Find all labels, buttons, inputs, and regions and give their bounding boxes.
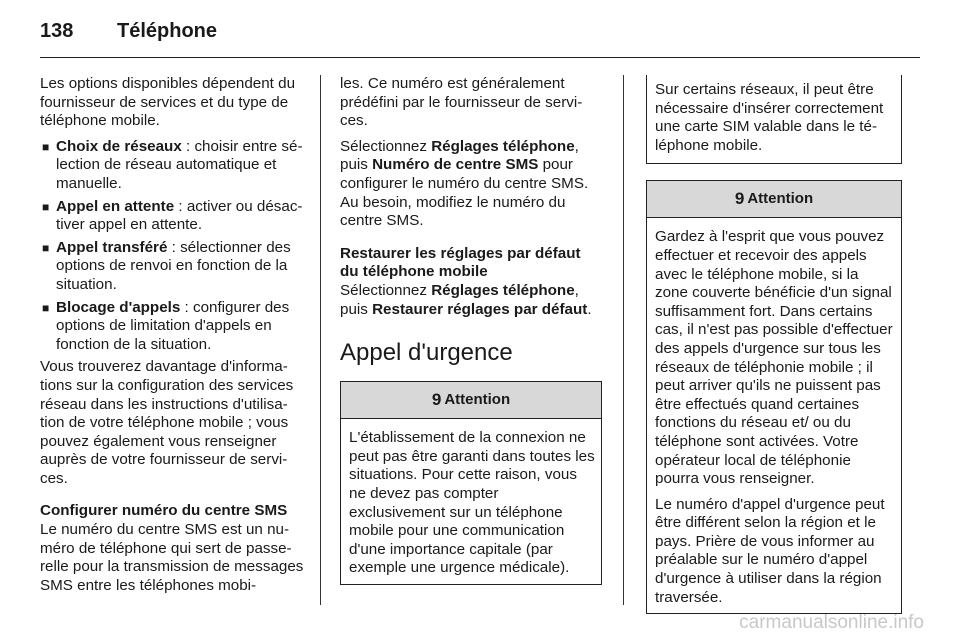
column-divider-2 (623, 75, 624, 605)
attention-title: Attention (444, 390, 511, 408)
page-header (40, 18, 920, 58)
option-term: Choix de réseaux (56, 137, 182, 155)
attention-box (340, 381, 602, 585)
text-run: . (587, 300, 592, 318)
text-run: , puis (340, 137, 579, 174)
list-item (40, 138, 305, 194)
restore-instruction (340, 282, 602, 319)
text-run: Sélectionnez (340, 137, 432, 155)
sms-continued-paragraph: les. Ce numéro est généralement prédéfini par le fournisseur de services. (340, 75, 583, 130)
bullet-icon: ■ (42, 139, 50, 154)
option-text: : choisir entre sélection de réseau automatique et manuelle. (56, 137, 303, 192)
option-text: : activer ou désactiver appel en attente. (56, 197, 303, 234)
option-term: Appel transféré (56, 238, 168, 256)
bullet-icon: ■ (42, 300, 50, 315)
attention-text: L'établissement de la connexion ne peut pas être garanti dans toutes les situations. Pour cette raison, vous ne devez pas compter exclusivement sur un téléphone mobile pour une communication d'une importance capitale (par exemple une urgence médicale). (349, 429, 595, 577)
column-divider-1 (320, 75, 321, 605)
chapter-title: Téléphone (117, 20, 218, 42)
option-term: Blocage d'appels (56, 298, 181, 316)
bullet-icon: ■ (42, 240, 50, 255)
attention-paragraph: Gardez à l'esprit que vous pouvez effectuer et recevoir des appels avec le téléphone mobile, si la zone couverte bénéficie d'un signal suffisamment fort. Dans certains cas, il n'est pas possible d'effectuer des appels d'urgence sur tous les réseaux de téléphonie mobile ; il peut arriver qu'ils ne puissent pas être effectués quand certaines fonctions du réseau et/ ou du téléphone sont activées. Votre opérateur local de téléphonie pourra vous renseigner. (655, 228, 893, 488)
option-term: Appel en attente (56, 197, 175, 215)
text-run: , puis (340, 281, 579, 318)
header-rule (40, 57, 920, 58)
menu-reference: Numéro de centre SMS (372, 156, 539, 174)
bullet-icon: ■ (42, 199, 50, 214)
watermark: carmanualsonline.info (739, 612, 924, 633)
list-item (40, 239, 305, 295)
attention-header (647, 181, 901, 218)
restore-heading: Restaurer les réglages par défaut du téléphone mobile (340, 244, 581, 281)
list-item (40, 299, 305, 355)
menu-reference: Réglages téléphone (431, 137, 575, 155)
more-info-paragraph: Vous trouverez davantage d'informations sur la configuration des services réseau dans les instructions d'utilisation de votre téléphone mobile ; vous pouvez également vous renseigner auprès de votre fournisseur de services. (40, 358, 294, 487)
option-text: : configurer des options de limitation d'appels en fonction de la situation. (56, 298, 290, 353)
page-number: 138 (40, 20, 74, 42)
option-text: : sélectionner des options de renvoi en fonction de la situation. (56, 238, 291, 293)
text-run: Sélectionnez (340, 281, 432, 299)
attention-paragraph: Le numéro d'appel d'urgence peut être différent selon la région et le pays. Prière de vous informer au préalable sur le numéro d'appel d'urgence à utiliser dans la région traversée. (655, 495, 885, 606)
note-box: Sur certains réseaux, il peut être nécessaire d'insérer correctement une carte SIM valable dans le téléphone mobile. (646, 75, 902, 164)
warning-icon: 9 (734, 189, 745, 209)
text-run: pour configurer le numéro du centre SMS. Au besoin, modifiez le numéro du centre SMS. (340, 156, 589, 230)
attention-title: Attention (747, 190, 814, 208)
attention-body (647, 218, 901, 613)
options-list (40, 138, 305, 355)
attention-header (341, 382, 601, 419)
column-1 (40, 75, 305, 602)
list-item (40, 198, 305, 235)
intro-paragraph: Les options disponibles dépendent du fournisseur de services et du type de téléphone mobile. (40, 75, 296, 130)
sms-heading: Configurer numéro du centre SMS (40, 502, 288, 520)
column-3 (646, 75, 902, 614)
menu-reference: Restaurer réglages par défaut (372, 300, 588, 318)
sms-paragraph: Le numéro du centre SMS est un numéro de téléphone qui sert de passerelle pour la transmission de messages SMS entre les téléphones mobi- (40, 521, 304, 594)
attention-box (646, 180, 902, 614)
menu-reference: Réglages téléphone (431, 281, 575, 299)
column-2 (340, 75, 602, 585)
warning-icon: 9 (431, 389, 442, 409)
section-title: Appel d'urgence (340, 339, 513, 367)
select-instruction (340, 138, 602, 231)
